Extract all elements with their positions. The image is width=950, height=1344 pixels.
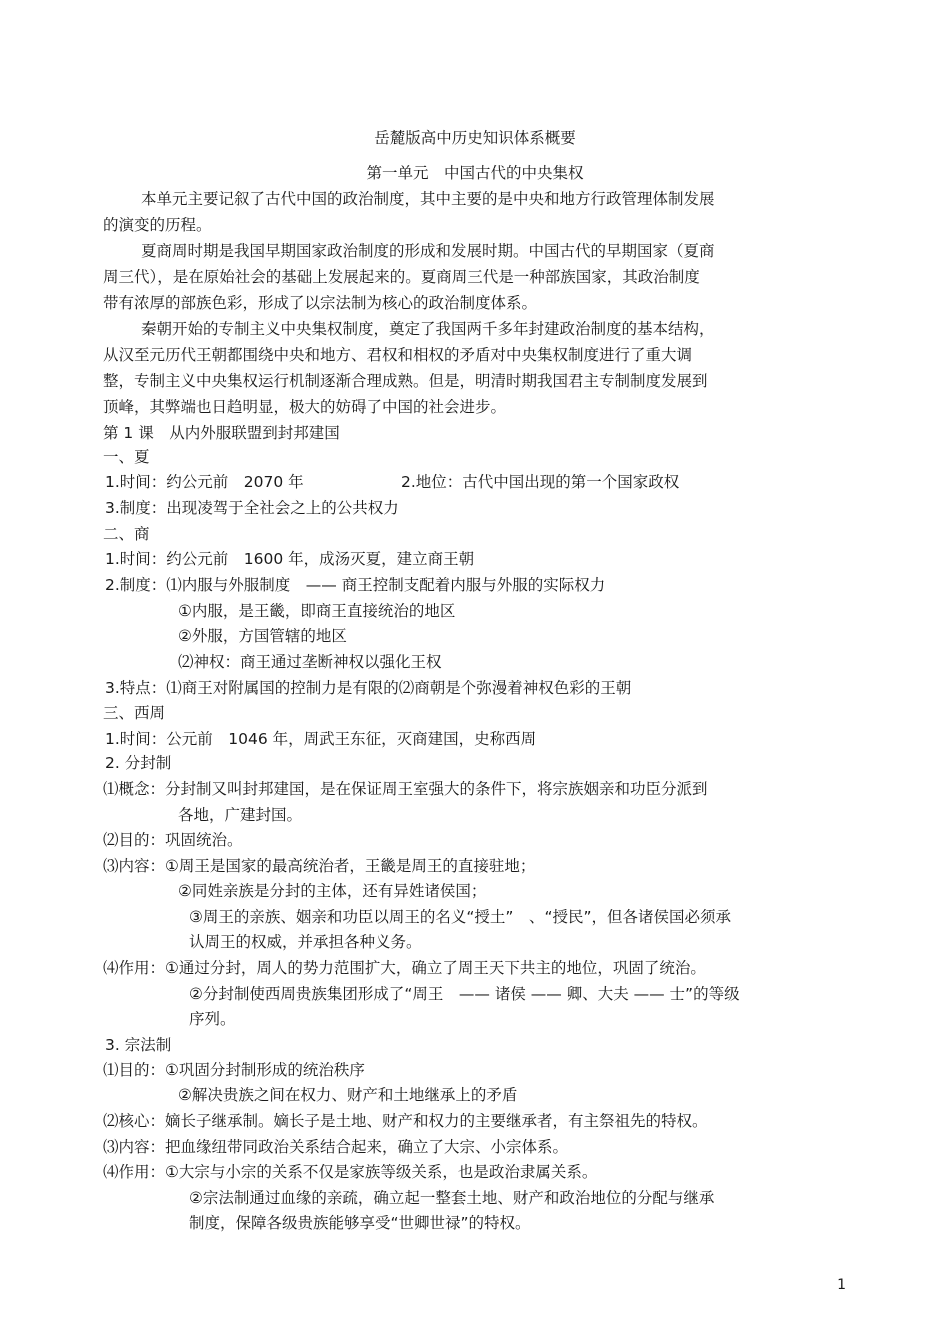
intro-line: 秦朝开始的专制主义中央集权制度，奠定了我国两千多年封建政治制度的基本结构， [141, 320, 715, 338]
page-number: 1 [837, 1277, 846, 1293]
shang-line: 1.时间：约公元前 1600 年，成汤灭夏，建立商王朝 [105, 550, 475, 568]
section-heading-xizhou: 三、西周 [103, 704, 166, 722]
xizhou-line: ②同姓亲族是分封的主体，还有异姓诸侯国； [178, 882, 487, 900]
xizhou-line: 3. 宗法制 [105, 1036, 172, 1054]
xizhou-line: ⑷作用：①通过分封，周人的势力范围扩大，确立了周王天下共主的地位，巩固了统治。 [103, 959, 706, 977]
intro-line: 从汉至元历代王朝都围绕中央和地方、君权和相权的矛盾对中央集权制度进行了重大调 [103, 346, 693, 364]
intro-line: 的演变的历程。 [103, 216, 212, 234]
xizhou-line: ⑴目的：①巩固分封制形成的统治秩序 [103, 1061, 365, 1079]
shang-line: 3.特点：⑴商王对附属国的控制力是有限的⑵商朝是个弥漫着神权色彩的王朝 [105, 679, 632, 697]
intro-line: 夏商周时期是我国早期国家政治制度的形成和发展时期。中国古代的早期国家（夏商 [141, 242, 715, 260]
shang-line: 2.制度：⑴内服与外服制度 —— 商王控制支配着内服与外服的实际权力 [105, 576, 606, 594]
xizhou-line: 各地，广建封国。 [178, 806, 303, 824]
xizhou-line: 2. 分封制 [105, 754, 172, 772]
xizhou-line: 序列。 [189, 1010, 236, 1028]
xizhou-line: ②宗法制通过血缘的亲疏，确立起一整套土地、财产和政治地位的分配与继承 [189, 1189, 715, 1207]
xizhou-line: ⑷作用：①大宗与小宗的关系不仅是家族等级关系，也是政治隶属关系。 [103, 1163, 598, 1181]
xizhou-line: 1.时间：公元前 1046 年，周武王东征，灭商建国，史称西周 [105, 730, 537, 748]
shang-line: ②外服，方国管辖的地区 [178, 627, 347, 645]
xia-status: 2.地位：古代中国出现的第一个国家政权 [401, 473, 680, 491]
intro-line: 顶峰，其弊端也日趋明显，极大的妨碍了中国的社会进步。 [103, 398, 507, 416]
xizhou-line: ⑵目的：巩固统治。 [103, 831, 243, 849]
intro-line: 带有浓厚的部族色彩，形成了以宗法制为核心的政治制度体系。 [103, 294, 538, 312]
doc-title: 岳麓版高中历史知识体系概要 [374, 129, 576, 147]
shang-line: ⑵神权：商王通过垄断神权以强化王权 [178, 653, 442, 671]
xia-time: 1.时间：约公元前 2070 年 [105, 473, 304, 491]
section-heading-shang: 二、商 [103, 525, 150, 543]
xizhou-line: ③周王的亲族、姻亲和功臣以周王的名义“授土” 、“授民”，但各诸侯国必须承 [189, 908, 732, 926]
xizhou-line: 制度，保障各级贵族能够享受“世卿世禄”的特权。 [189, 1214, 531, 1232]
xizhou-line: ⑶内容：把血缘纽带同政治关系结合起来，确立了大宗、小宗体系。 [103, 1138, 569, 1156]
xizhou-line: 认周王的权威，并承担各种义务。 [189, 933, 422, 951]
xizhou-line: ②解决贵族之间在权力、财产和土地继承上的矛盾 [178, 1086, 518, 1104]
xia-system: 3.制度：出现凌驾于全社会之上的公共权力 [105, 499, 399, 517]
xizhou-line: ②分封制使西周贵族集团形成了“周王 —— 诸侯 —— 卿、大夫 —— 士”的等级 [189, 985, 740, 1003]
lesson-title: 第 1 课 从内外服联盟到封邦建国 [103, 424, 340, 442]
shang-line: ①内服，是王畿，即商王直接统治的地区 [178, 602, 456, 620]
intro-line: 整，专制主义中央集权运行机制逐渐合理成熟。但是，明清时期我国君主专制制度发展到 [103, 372, 708, 390]
xizhou-line: ⑵核心：嫡长子继承制。嫡长子是土地、财产和权力的主要继承者，有主祭祖先的特权。 [103, 1112, 708, 1130]
xizhou-line: ⑶内容：①周王是国家的最高统治者，王畿是周王的直接驻地； [103, 857, 536, 875]
xizhou-line: ⑴概念：分封制又叫封邦建国，是在保证周王室强大的条件下，将宗族姻亲和功臣分派到 [103, 780, 708, 798]
intro-line: 本单元主要记叙了古代中国的政治制度，其中主要的是中央和地方行政管理体制发展 [141, 190, 715, 208]
section-heading-xia: 一、夏 [103, 448, 150, 466]
intro-line: 周三代），是在原始社会的基础上发展起来的。夏商周三代是一种部族国家，其政治制度 [103, 268, 700, 286]
unit-title: 第一单元 中国古代的中央集权 [366, 164, 584, 182]
